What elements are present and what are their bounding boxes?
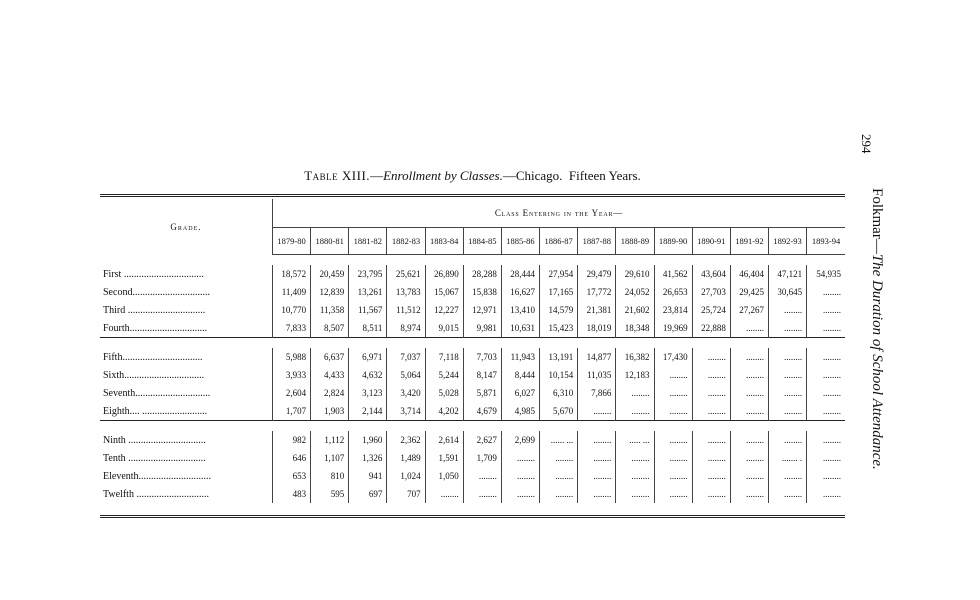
year-header-cell: 1881-82 [349,228,387,255]
year-header-cell: 1888-89 [616,228,654,255]
enrollment-cell: 6,027 [501,384,539,402]
table-row [100,283,845,301]
year-header-cell: 1890-91 [692,228,730,255]
enrollment-cell: 27,954 [540,265,578,283]
enrollment-cell: ........ [616,467,654,485]
enrollment-cell: 25,724 [692,301,730,319]
enrollment-cell: ........ [730,348,768,366]
enrollment-cell: 46,404 [730,265,768,283]
enrollment-cell: ........ [692,467,730,485]
table-row [100,265,845,283]
enrollment-cell: 1,960 [349,431,387,449]
enrollment-cell: 941 [349,467,387,485]
enrollment-cell: 982 [272,431,310,449]
enrollment-cell: ........ [692,485,730,503]
enrollment-cell: 16,627 [501,283,539,301]
enrollment-cell: ........ [425,485,463,503]
table-row [100,366,845,384]
enrollment-cell: ........ [540,467,578,485]
enrollment-cell: 29,610 [616,265,654,283]
table-row [100,449,845,467]
caption-place: Chicago. [515,168,563,183]
enrollment-cell: 810 [311,467,349,485]
enrollment-cell: ........ [501,485,539,503]
year-header-cell: 1892-93 [768,228,806,255]
year-header-cell: 1884-85 [463,228,501,255]
enrollment-cell: 1,489 [387,449,425,467]
enrollment-cell: ........ [730,449,768,467]
enrollment-cell: 28,288 [463,265,501,283]
enrollment-cell: 2,699 [501,431,539,449]
page-number: 294 [859,134,874,154]
enrollment-cell: 2,627 [463,431,501,449]
enrollment-cell: 47,121 [768,265,806,283]
grade-label: Ninth ............................... [100,431,272,449]
enrollment-cell: 8,444 [501,366,539,384]
enrollment-cell: ........ [768,467,806,485]
enrollment-cell: 1,326 [349,449,387,467]
grade-label: Sixth................................ [100,366,272,384]
enrollment-cell: 3,123 [349,384,387,402]
spacer-cell [100,421,845,432]
enrollment-cell: ........ [578,467,616,485]
enrollment-cell: ........ [823,388,841,398]
enrollment-cell: ........ [578,402,616,421]
spacer-cell [100,255,845,266]
table-caption [100,168,845,184]
enrollment-cell: ........ [654,431,692,449]
enrollment-cell: 18,572 [272,265,310,283]
grade-label: First ................................ [100,265,272,283]
enrollment-cell: 5,670 [540,402,578,421]
enrollment-cell: 19,969 [654,319,692,338]
enrollment-cell: 1,707 [272,402,310,421]
caption-label: Table XIII. [304,168,371,183]
enrollment-cell: 5,871 [463,384,501,402]
grade-column-header: Grade. [100,199,272,255]
enrollment-cell: ........ [616,485,654,503]
enrollment-cell: 10,154 [540,366,578,384]
enrollment-cell: ........ [616,449,654,467]
enrollment-cell: ........ [768,301,806,319]
enrollment-cell: 25,621 [387,265,425,283]
table-row [100,402,845,421]
enrollment-cell: 4,679 [463,402,501,421]
table-row [100,319,845,338]
enrollment-cell: 17,165 [540,283,578,301]
enrollment-cell: 6,971 [349,348,387,366]
enrollment-cell: 12,839 [311,283,349,301]
enrollment-cell: 2,144 [349,402,387,421]
enrollment-cell: 13,783 [387,283,425,301]
running-head-separator: — [869,238,885,254]
enrollment-cell: ........ [768,431,806,449]
enrollment-cell: ........ [540,449,578,467]
enrollment-cell: 13,410 [501,301,539,319]
table-body [100,255,845,504]
enrollment-cell: 41,562 [654,265,692,283]
grade-label: Fifth................................ [100,348,272,366]
enrollment-cell: ........ [823,370,841,380]
enrollment-cell: 646 [272,449,310,467]
enrollment-cell: 7,866 [578,384,616,402]
enrollment-cell: 26,653 [654,283,692,301]
enrollment-cell: ........ [730,366,768,384]
caption-dash-2: — [502,168,516,183]
enrollment-cell: 7,118 [425,348,463,366]
enrollment-cell: 2,604 [272,384,310,402]
spacer-cell [100,338,845,349]
enrollment-cell: 1,107 [311,449,349,467]
enrollment-cell: 17,772 [578,283,616,301]
year-header-cell: 1886-87 [540,228,578,255]
enrollment-cell: ........ [768,348,806,366]
enrollment-cell: 11,035 [578,366,616,384]
enrollment-cell: ........ [823,453,841,463]
enrollment-cell: ........ [654,467,692,485]
enrollment-cell: 9,015 [425,319,463,338]
enrollment-cell: 20,459 [311,265,349,283]
table-row [100,485,845,503]
enrollment-cell: ........ [823,323,841,333]
enrollment-cell: 29,425 [730,283,768,301]
grade-label: Seventh.............................. [100,384,272,402]
year-header-cell: 1893-94 [807,228,845,255]
enrollment-cell: 16,382 [616,348,654,366]
enrollment-cell: 23,795 [349,265,387,283]
enrollment-cell: 595 [311,485,349,503]
enrollment-cell: 7,703 [463,348,501,366]
table-row [100,348,845,366]
enrollment-cell: 13,191 [540,348,578,366]
enrollment-cell: 5,244 [425,366,463,384]
enrollment-cell: 1,709 [463,449,501,467]
enrollment-cell: ..... ... [616,431,654,449]
class-entering-header: Class Entering in the Year— [272,199,845,228]
enrollment-cell: ........ [692,449,730,467]
enrollment-cell: 5,988 [272,348,310,366]
enrollment-cell: 10,770 [272,301,310,319]
header-spacer [100,255,845,266]
enrollment-cell: ........ [823,305,841,315]
enrollment-cell: 43,604 [692,265,730,283]
enrollment-cell: 8,511 [349,319,387,338]
group-divider [100,338,845,349]
enrollment-cell: 24,052 [616,283,654,301]
enrollment-cell: 483 [272,485,310,503]
enrollment-cell: ........ [578,485,616,503]
grade-label: Third ............................... [100,301,272,319]
enrollment-cell: 10,631 [501,319,539,338]
enrollment-cell: ........ [578,449,616,467]
enrollment-cell: ........ [692,402,730,421]
table-bottom-rule [100,515,845,518]
enrollment-cell: 9,981 [463,319,501,338]
enrollment-cell: ........ [768,384,806,402]
enrollment-cell: 1,024 [387,467,425,485]
table-row [100,467,845,485]
caption-dash-1: — [370,168,384,183]
enrollment-cell: 8,147 [463,366,501,384]
enrollment-cell: ........ [823,489,841,499]
enrollment-cell: 4,433 [311,366,349,384]
enrollment-cell: 5,028 [425,384,463,402]
year-header-cell: 1882-83 [387,228,425,255]
enrollment-cell: 6,637 [311,348,349,366]
enrollment-cell: 4,985 [501,402,539,421]
enrollment-cell: 3,933 [272,366,310,384]
enrollment-cell: ........ [692,348,730,366]
year-header-cell: 1879-80 [272,228,310,255]
enrollment-cell: ........ [654,402,692,421]
group-divider [100,421,845,432]
enrollment-cell: 4,202 [425,402,463,421]
enrollment-cell: 8,507 [311,319,349,338]
enrollment-cell: 707 [387,485,425,503]
table-row [100,301,845,319]
enrollment-cell: 1,903 [311,402,349,421]
enrollment-cell: 17,430 [654,348,692,366]
enrollment-cell: 21,602 [616,301,654,319]
enrollment-cell: ........ [692,366,730,384]
enrollment-cell: 3,714 [387,402,425,421]
enrollment-cell: 11,409 [272,283,310,301]
running-head [868,188,885,470]
table-top-rule [100,194,845,197]
enrollment-cell: 8,974 [387,319,425,338]
enrollment-cell: 14,579 [540,301,578,319]
enrollment-cell: ........ [823,287,841,297]
enrollment-cell: 14,877 [578,348,616,366]
enrollment-table [100,199,845,503]
year-header-cell: 1885-86 [501,228,539,255]
grade-label: Tenth ............................... [100,449,272,467]
grade-label: Twelfth ............................. [100,485,272,503]
enrollment-cell: 697 [349,485,387,503]
enrollment-cell: 12,227 [425,301,463,319]
enrollment-cell: 29,479 [578,265,616,283]
enrollment-cell: ........ [730,402,768,421]
enrollment-cell: 30,645 [768,283,806,301]
enrollment-cell: 7,833 [272,319,310,338]
enrollment-cell: ........ [768,402,806,421]
enrollment-cell: 6,310 [540,384,578,402]
enrollment-cell: ....... . [768,449,806,467]
enrollment-cell: 11,567 [349,301,387,319]
enrollment-cell: 22,888 [692,319,730,338]
enrollment-cell: ........ [654,449,692,467]
enrollment-cell: ........ [768,485,806,503]
enrollment-cell: ........ [730,485,768,503]
enrollment-cell: 11,358 [311,301,349,319]
enrollment-cell: ........ [823,352,841,362]
enrollment-cell: 23,814 [654,301,692,319]
year-header-cell: 1887-88 [578,228,616,255]
enrollment-cell: 18,019 [578,319,616,338]
enrollment-cell: 1,050 [425,467,463,485]
enrollment-cell: ........ [823,471,841,481]
enrollment-cell: 21,381 [578,301,616,319]
enrollment-cell: ........ [768,319,806,338]
enrollment-cell: 2,614 [425,431,463,449]
enrollment-cell: 15,838 [463,283,501,301]
enrollment-cell: 12,183 [616,366,654,384]
enrollment-cell: 2,824 [311,384,349,402]
enrollment-cell: 12,971 [463,301,501,319]
enrollment-cell: ........ [730,319,768,338]
enrollment-cell: 3,420 [387,384,425,402]
year-header-cell: 1889-90 [654,228,692,255]
caption-subject: Enrollment by Classes. [383,168,503,183]
enrollment-cell: ........ [578,431,616,449]
running-head-title: The Duration of School Attendance. [869,253,885,470]
enrollment-cell: ........ [823,435,841,445]
enrollment-cell: 2,362 [387,431,425,449]
enrollment-cell: 4,632 [349,366,387,384]
enrollment-cell: 15,423 [540,319,578,338]
enrollment-cell: ........ [501,449,539,467]
enrollment-cell: ........ [616,384,654,402]
enrollment-cell: 28,444 [501,265,539,283]
enrollment-cell: 26,890 [425,265,463,283]
enrollment-cell: ........ [540,485,578,503]
enrollment-cell: ........ [692,384,730,402]
grade-label: Eighth.... .......................... [100,402,272,421]
enrollment-cell: 27,267 [730,301,768,319]
enrollment-cell: ........ [616,402,654,421]
year-header-cell: 1883-84 [425,228,463,255]
running-head-author: Folkmar [869,188,885,239]
year-header-cell: 1891-92 [730,228,768,255]
enrollment-cell: ........ [730,467,768,485]
enrollment-cell: 7,037 [387,348,425,366]
enrollment-cell: ........ [654,366,692,384]
enrollment-cell: 27,703 [692,283,730,301]
enrollment-cell: ........ [654,485,692,503]
enrollment-cell: ........ [823,406,841,416]
table-row [100,431,845,449]
year-header-cell: 1880-81 [311,228,349,255]
enrollment-cell: ........ [692,431,730,449]
enrollment-cell: ........ [463,485,501,503]
enrollment-cell: 11,943 [501,348,539,366]
enrollment-cell: 5,064 [387,366,425,384]
enrollment-cell: ........ [730,384,768,402]
enrollment-cell: 11,512 [387,301,425,319]
enrollment-cell: 653 [272,467,310,485]
enrollment-cell: ........ [768,366,806,384]
enrollment-cell: ........ [730,431,768,449]
enrollment-cell: 1,112 [311,431,349,449]
enrollment-cell: 1,591 [425,449,463,467]
grade-label: Fourth............................... [100,319,272,338]
table-row [100,384,845,402]
enrollment-cell: 18,348 [616,319,654,338]
enrollment-cell: ...... ... [540,431,578,449]
grade-label: Eleventh............................. [100,467,272,485]
enrollment-cell: 13,261 [349,283,387,301]
enrollment-cell: 54,935 [816,269,841,279]
grade-label: Second............................... [100,283,272,301]
enrollment-cell: ........ [654,384,692,402]
enrollment-cell: ........ [501,467,539,485]
enrollment-cell: 15,067 [425,283,463,301]
enrollment-cell: ........ [463,467,501,485]
caption-span: Fifteen Years. [568,168,641,183]
